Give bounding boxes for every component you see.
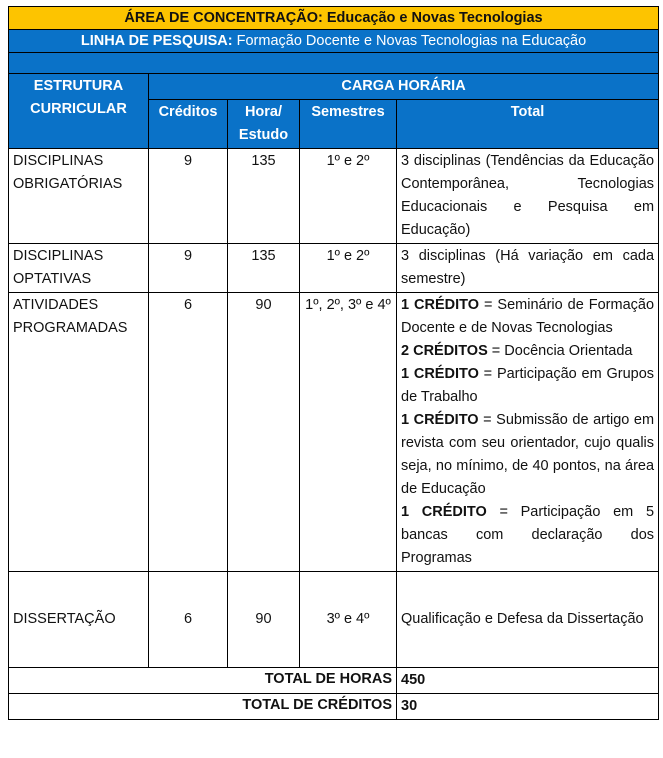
linha-row: [9, 30, 659, 53]
table-row: [9, 572, 659, 668]
credit-item: [401, 294, 654, 340]
total-creditos-label: TOTAL DE CRÉDITOS: [9, 694, 397, 720]
curriculum-table: [8, 6, 659, 720]
header-row-1: [9, 74, 659, 100]
header-semestres: Semestres: [300, 100, 397, 149]
row-creditos: 9: [149, 244, 228, 293]
table-row: [9, 244, 659, 293]
row-horas: 90: [228, 293, 300, 572]
row-creditos: 6: [149, 293, 228, 572]
blank-row: [9, 53, 659, 74]
credit-item-bold: 1 CRÉDITO: [401, 412, 479, 428]
row-horas: 135: [228, 149, 300, 244]
credit-item-text: = Docência Orientada: [491, 343, 633, 359]
table-row: [9, 293, 659, 572]
table-row: [9, 149, 659, 244]
total-horas-row: [9, 668, 659, 694]
row-creditos: 6: [149, 572, 228, 668]
header-creditos: Créditos: [149, 100, 228, 149]
total-horas-label: TOTAL DE HORAS: [9, 668, 397, 694]
linha-value: Formação Docente e Novas Tecnologias na Educação: [236, 33, 587, 49]
credit-item: [401, 409, 654, 501]
credit-item-bold: 1 CRÉDITO: [401, 504, 487, 520]
row-semestres: 1º, 2º, 3º e 4º: [300, 293, 397, 572]
row-semestres: 1º e 2º: [300, 244, 397, 293]
credit-item-bold: 1 CRÉDITO: [401, 366, 479, 382]
curriculum-table-container: [8, 6, 658, 720]
linha-cell: [9, 30, 659, 53]
credit-item-text: = Participação em 5 bancas com declaração dos Programas: [401, 504, 655, 566]
header-carga: CARGA HORÁRIA: [149, 74, 659, 100]
area-row: [9, 7, 659, 30]
area-label: ÁREA DE CONCENTRAÇÃO:: [124, 10, 323, 26]
row-total: 3 disciplinas (Tendências da Educação Contemporânea, Tecnologias Educacionais e Pesquisa em Educação): [397, 149, 659, 244]
linha-label: LINHA DE PESQUISA:: [80, 33, 233, 49]
credit-item-text: = Submissão de artigo em revista com seu orientador, cujo qualis seja, no mínimo, de 40 pontos, na área de Educação: [401, 412, 655, 497]
row-estrutura: ATIVIDADES PROGRAMADAS: [9, 293, 149, 572]
header-estrutura: ESTRUTURA CURRICULAR: [9, 74, 149, 149]
row-horas: 90: [228, 572, 300, 668]
area-value: Educação e Novas Tecnologias: [326, 10, 543, 26]
blank-cell: [9, 53, 659, 74]
row-creditos: 9: [149, 149, 228, 244]
credit-item-text: = Seminário de Formação Docente e de Novas Tecnologias: [401, 297, 655, 336]
row-total: Qualificação e Defesa da Dissertação: [397, 572, 659, 668]
credit-item: [401, 363, 654, 409]
header-total: Total: [397, 100, 659, 149]
credit-item: [401, 501, 654, 570]
credit-item-text: = Participação em Grupos de Trabalho: [401, 366, 655, 405]
row-total-items: [397, 293, 659, 572]
row-estrutura: DISCIPLINAS OPTATIVAS: [9, 244, 149, 293]
area-cell: [9, 7, 659, 30]
row-horas: 135: [228, 244, 300, 293]
row-estrutura: DISSERTAÇÃO: [9, 572, 149, 668]
row-semestres: 3º e 4º: [300, 572, 397, 668]
row-semestres: 1º e 2º: [300, 149, 397, 244]
credit-item: [401, 340, 654, 363]
row-total: 3 disciplinas (Há variação em cada semestre): [397, 244, 659, 293]
total-horas-value: 450: [397, 668, 659, 694]
row-estrutura: DISCIPLINAS OBRIGATÓRIAS: [9, 149, 149, 244]
total-creditos-row: [9, 694, 659, 720]
credit-item-bold: 1 CRÉDITO: [401, 297, 480, 313]
credit-item-bold: 2 CRÉDITOS: [401, 343, 488, 359]
header-hora-estudo: Hora/ Estudo: [228, 100, 300, 149]
total-creditos-value: 30: [397, 694, 659, 720]
